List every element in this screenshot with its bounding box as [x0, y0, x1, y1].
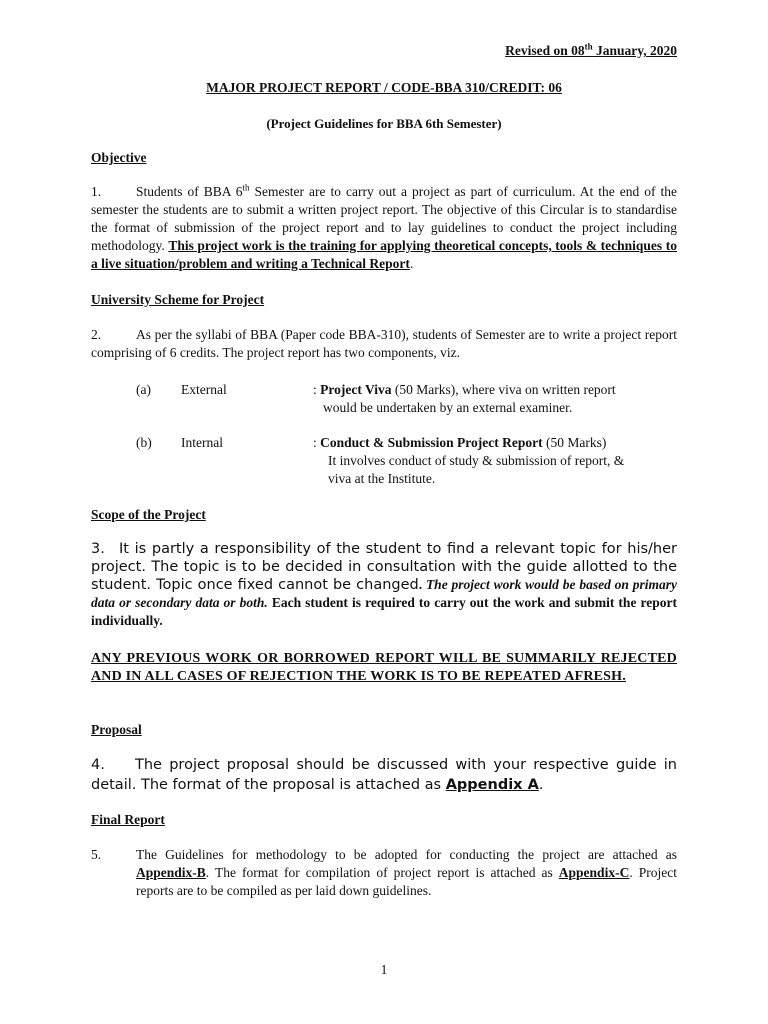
scope-text-emphasis: The project work would be based on primary data or secondary data or both. — [91, 577, 677, 610]
page-subtitle: (Project Guidelines for BBA 6th Semester) — [266, 116, 502, 131]
scheme-item-b-line2: It involves conduct of study & submission of report, & — [328, 453, 625, 468]
final-report-text-3: . Project reports are to be compiled as per laid down guidelines. — [136, 865, 677, 898]
proposal-heading: Proposal — [91, 722, 142, 737]
scheme-item-a-desc — [313, 381, 616, 399]
scope-text-period: . — [418, 577, 423, 592]
objective-text: Semester are to carry out a project as part of curriculum. At the end of the semester the students are to submit a written project report. The objective of this Circular is to standardise the format of submission of the project report and to lay guidelines to conduct the project including methodology. — [91, 184, 677, 253]
objective-paragraph — [91, 183, 677, 273]
revised-prefix: Revised on 08 — [505, 43, 585, 58]
scheme-paragraph — [91, 326, 677, 362]
scheme-item-b-desc — [313, 434, 606, 452]
scheme-item-a-line2: would be undertaken by an external examiner. — [323, 400, 573, 415]
scheme-item-a-label: External — [181, 382, 227, 397]
final-report-text-1: The Guidelines for methodology to be adopted for conducting the project are attached as — [136, 847, 677, 862]
proposal-end: . — [538, 777, 544, 793]
final-report-heading: Final Report — [91, 812, 165, 827]
objective-text-start: Students of BBA 6 — [136, 184, 243, 199]
rejection-warning: ANY PREVIOUS WORK OR BORROWED REPORT WILL BE SUMMARILY REJECTED AND IN ALL CASES OF REJECTION THE WORK IS TO BE REPEATED AFRESH. — [91, 651, 677, 684]
appendix-c-link[interactable]: Appendix-C — [558, 865, 630, 880]
scheme-item-b-label: Internal — [181, 435, 223, 450]
scope-paragraph — [91, 540, 677, 630]
appendix-a-link[interactable]: Appendix A — [445, 777, 539, 793]
scheme-item-b-line3: viva at the Institute. — [328, 471, 436, 486]
scheme-item-b-mark: (b) — [136, 435, 152, 450]
revised-date — [505, 42, 677, 60]
final-report-paragraph — [136, 846, 677, 900]
objective-text-end: . — [409, 256, 414, 271]
scheme-item-a-mark: (a) — [136, 382, 151, 397]
proposal-text: The project proposal should be discussed with your respective guide in detail. The format of the proposal is attached as — [91, 757, 677, 793]
appendix-b-link[interactable]: Appendix-B — [136, 865, 206, 880]
scheme-number: 2. — [91, 327, 102, 342]
proposal-paragraph — [91, 755, 677, 795]
revised-suffix: January, 2020 — [592, 43, 677, 58]
scheme-item-a-bold: Project Viva — [320, 382, 392, 397]
objective-text-sup: th — [242, 182, 250, 193]
final-report-number: 5. — [91, 847, 102, 862]
revised-sup: th — [584, 41, 593, 52]
scheme-item-b-rest: (50 Marks) — [542, 435, 607, 450]
scheme-item-b-bold: Conduct & Submission Project Report — [320, 435, 543, 450]
scheme-item-b-colon: : — [313, 435, 321, 450]
objective-number: 1. — [91, 184, 102, 199]
scope-text-bold: Each student is required to carry out the work and submit the report individually. — [91, 595, 677, 628]
page-number: 1 — [380, 962, 388, 977]
scope-number: 3. — [91, 541, 105, 557]
scope-text: It is partly a responsibility of the student to find a relevant topic for his/her project. The topic is to be decided in consultation with the guide allotted to the student. Topic once fixed cannot be changed — [91, 541, 677, 593]
scheme-text: As per the syllabi of BBA (Paper code BBA-310), students of Semester are to write a project report comprising of 6 credits. The project report has two components, viz. — [91, 327, 677, 360]
objective-heading: Objective — [91, 150, 147, 165]
scheme-item-a-rest: (50 Marks), where viva on written report — [391, 382, 616, 397]
objective-text-emphasis: This project work is the training for applying theoretical concepts, tools & techniques to a live situation/problem and writing a Technical Report — [91, 238, 677, 271]
page-title: MAJOR PROJECT REPORT / CODE-BBA 310/CREDIT: 06 — [206, 80, 562, 95]
scope-heading: Scope of the Project — [91, 507, 206, 522]
final-report-text-2: . The format for compilation of project report is attached as — [205, 865, 559, 880]
scheme-item-a-colon: : — [313, 382, 321, 397]
scheme-heading: University Scheme for Project — [91, 292, 265, 307]
proposal-number: 4. — [91, 757, 105, 773]
